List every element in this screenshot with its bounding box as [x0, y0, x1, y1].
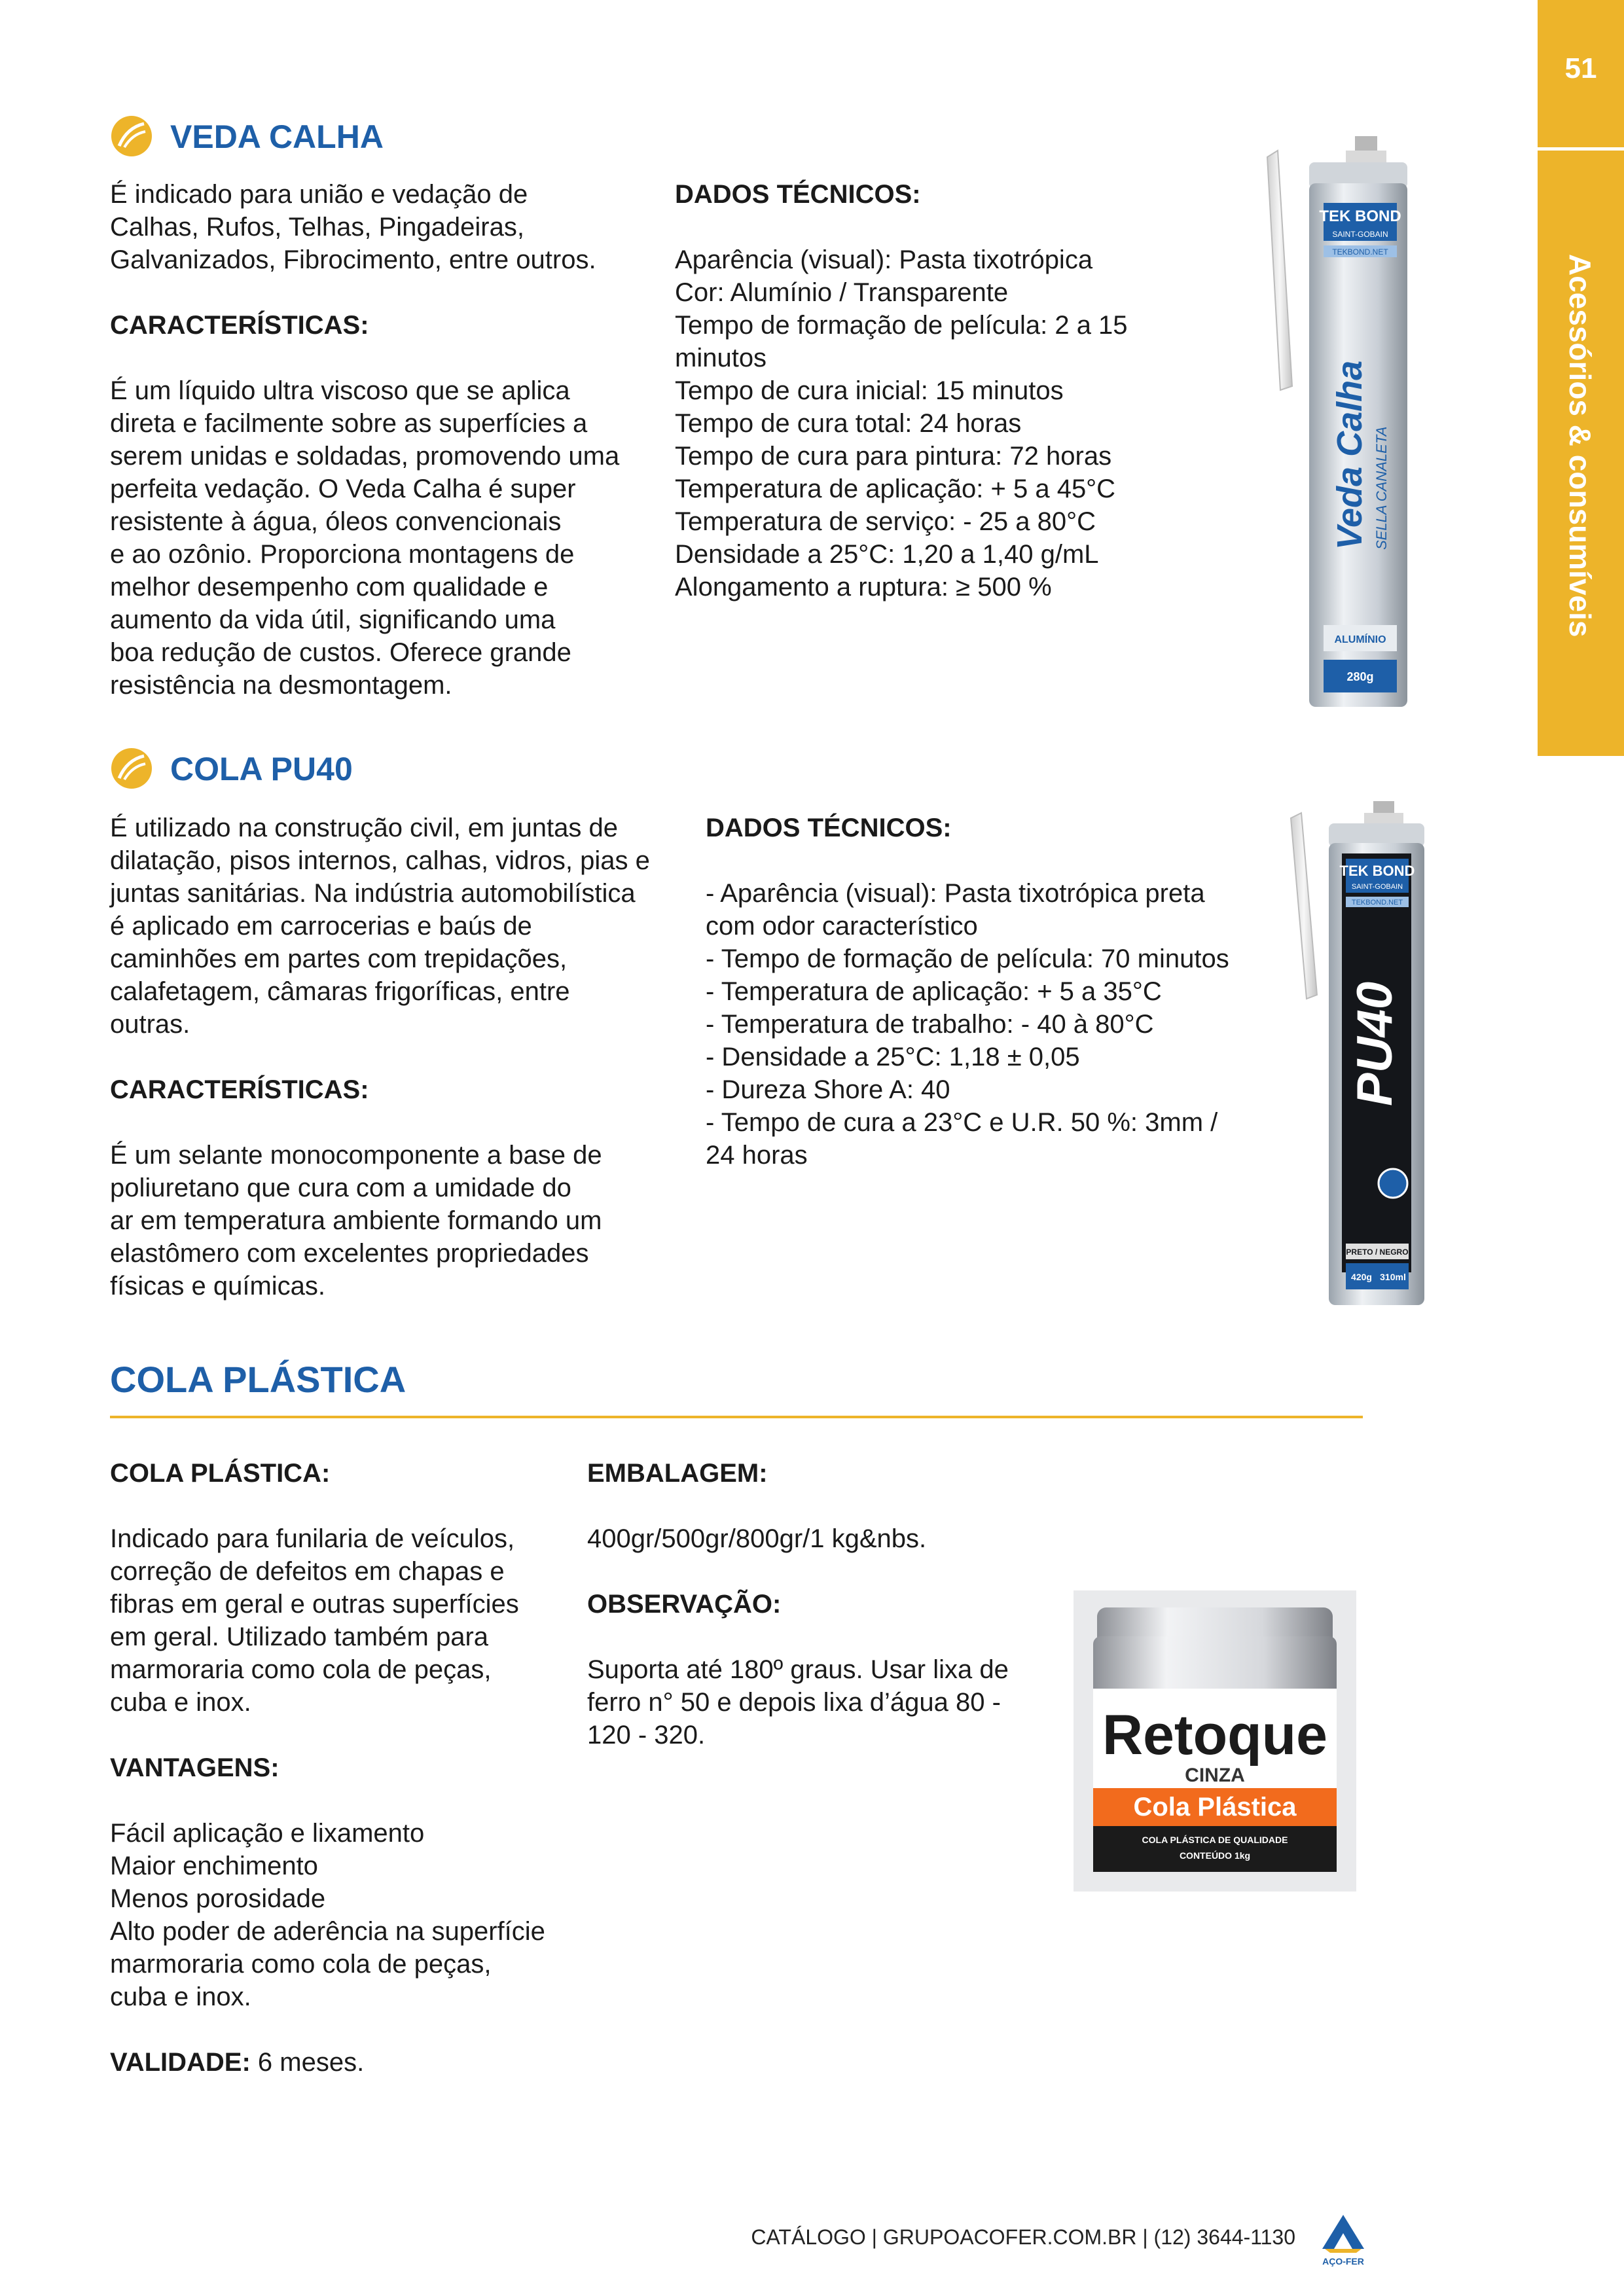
validity-value: 6 meses. [250, 2048, 365, 2077]
can-tagline: COLA PLÁSTICA DE QUALIDADE [1142, 1835, 1288, 1845]
cola-plastica-packaging-label: EMBALAGEM: [587, 1459, 768, 1488]
cola-plastica-packaging: 400gr/500gr/800gr/1 kg&nbs. [587, 1524, 927, 1553]
cola-pu40-tech-data: - Aparência (visual): Pasta tixotrópica preta com odor característico - Tempo de formação de película: 70 minutos - Temperatura de aplicação: + 5 a 35°C - Temperatura de trabalho: - 40 à 80°C - Densidade a 25°C: 1,18 ± 0,05 - Dureza Shore A: 40 - Tempo de cura a 23°C e U.R. 50 %: 3mm / 24 horas [706, 879, 1229, 1170]
tube-brand: TEK BOND [1339, 863, 1415, 879]
product-title-veda-calha: VEDA CALHA [170, 118, 384, 155]
pu40-tube-image [1288, 798, 1426, 1309]
section-title-cola-plastica: COLA PLÁSTICA [110, 1359, 406, 1400]
tube-weight: 420g [1351, 1272, 1372, 1282]
validity-label: VALIDADE: [110, 2048, 251, 2077]
can-shade: CINZA [1185, 1765, 1245, 1786]
tube-subname: SELLA CANALETA [1373, 426, 1390, 550]
tab-divider [1538, 147, 1624, 151]
cola-plastica-desc-label: COLA PLÁSTICA: [110, 1459, 331, 1488]
cola-pu40-intro: É utilizado na construção civil, em juntas de dilatação, pisos internos, calhas, vidros, pias e juntas sanitárias. Na indústria automobilística é aplicado em carrocerias e baús de caminhões em partes com trepidações, calafetagem, câmaras frigoríficas, entre outras. [110, 814, 650, 1039]
veda-calha-features: É um líquido ultra viscoso que se aplica direta e facilmente sobre as superfícies a serem unidas e soldadas, promovendo uma perfeita vedação. O Veda Calha é super resistente à água, óleos convencionais e ao ozônio. Proporciona montagens de melhor desempenho com qualidade e aumento da vida útil, significando uma boa redução de custos. Oferece grande resistência na desmontagem. [110, 376, 620, 700]
leaf-bullet-icon [110, 115, 153, 158]
tube-weight: 280g [1346, 670, 1374, 683]
can-brand: Retoque [1102, 1704, 1327, 1767]
tube-maker: SAINT-GOBAIN [1332, 230, 1388, 239]
cola-plastica-desc: Indicado para funilaria de veículos, correção de defeitos em chapas e fibras em geral e outras superfícies em geral. Utilizado também para marmoraria como cola de peças, cuba e inox. [110, 1524, 519, 1717]
page-number: 51 [1564, 52, 1597, 84]
leaf-bullet-icon [110, 747, 153, 790]
veda-calha-tube-image [1263, 131, 1407, 713]
tube-brand: TEK BOND [1319, 207, 1401, 225]
veda-calha-features-label: CARACTERÍSTICAS: [110, 311, 369, 340]
veda-calha-tech-data: Aparência (visual): Pasta tixotrópica Cor: Alumínio / Transparente Tempo de formação de película: 2 a 15 minutos Tempo de cura inicial: 15 minutos Tempo de cura total: 24 horas Tempo de cura para pintura: 72 horas Temperatura de aplicação: + 5 a 45°C Temperatura de serviço: - 25 a 80°C Densidade a 25°C: 1,20 a 1,40 g/mL Alongamento a ruptura: ≥ 500 % [675, 245, 1128, 601]
cola-pu40-tech-label: DADOS TÉCNICOS: [706, 814, 952, 842]
cola-plastica-note-label: OBSERVAÇÃO: [587, 1590, 782, 1619]
cola-plastica-advantages: Fácil aplicação e lixamento Maior enchimento Menos porosidade Alto poder de aderência na superfície marmoraria como cola de peças, cuba e inox. [110, 1819, 545, 2011]
cola-plastica-note: Suporta até 180º graus. Usar lixa de ferro n° 50 e depois lixa d’água 80 - 120 - 320. [587, 1655, 1009, 1749]
veda-calha-intro: É indicado para união e vedação de Calhas, Rufos, Telhas, Pingadeiras, Galvanizados, Fibrocimento, entre outros. [110, 180, 596, 274]
cola-plastica-advantages-label: VANTAGENS: [110, 1753, 280, 1782]
tube-volume: 310ml [1380, 1272, 1406, 1282]
tube-maker: SAINT-GOBAIN [1351, 883, 1403, 891]
tube-product-name: Veda Calha [1330, 360, 1369, 550]
retoque-can-image [1074, 1590, 1356, 1892]
cola-plastica-validity [110, 2046, 364, 2079]
section-divider [110, 1416, 1363, 1418]
veda-calha-tech-label: DADOS TÉCNICOS: [675, 180, 921, 209]
cola-pu40-features: É um selante monocomponente a base de poliuretano que cura com a umidade do ar em temperatura ambiente formando um elastômero com excelentes propriedades físicas e químicas. [110, 1141, 602, 1300]
logo-text: AÇO-FER [1322, 2256, 1364, 2267]
can-content: CONTEÚDO 1kg [1179, 1850, 1251, 1861]
section-label: Acessórios & consumíveis [1563, 254, 1597, 637]
tube-site: TEKBOND.NET [1332, 247, 1388, 257]
footer-contact: CATÁLOGO | GRUPOACOFER.COM.BR | (12) 3644-1130 [751, 2225, 1295, 2249]
section-tab [1538, 0, 1624, 756]
acofer-logo-icon [1317, 2210, 1369, 2269]
cola-pu40-features-label: CARACTERÍSTICAS: [110, 1075, 369, 1104]
tube-site: TEKBOND.NET [1351, 899, 1403, 906]
product-title-cola-pu40: COLA PU40 [170, 751, 353, 787]
tube-color-label: ALUMÍNIO [1334, 634, 1386, 645]
tube-product-name: PU40 [1347, 981, 1403, 1106]
tube-color-label: PRETO / NEGRO [1346, 1247, 1409, 1257]
can-product: Cola Plástica [1133, 1793, 1297, 1821]
